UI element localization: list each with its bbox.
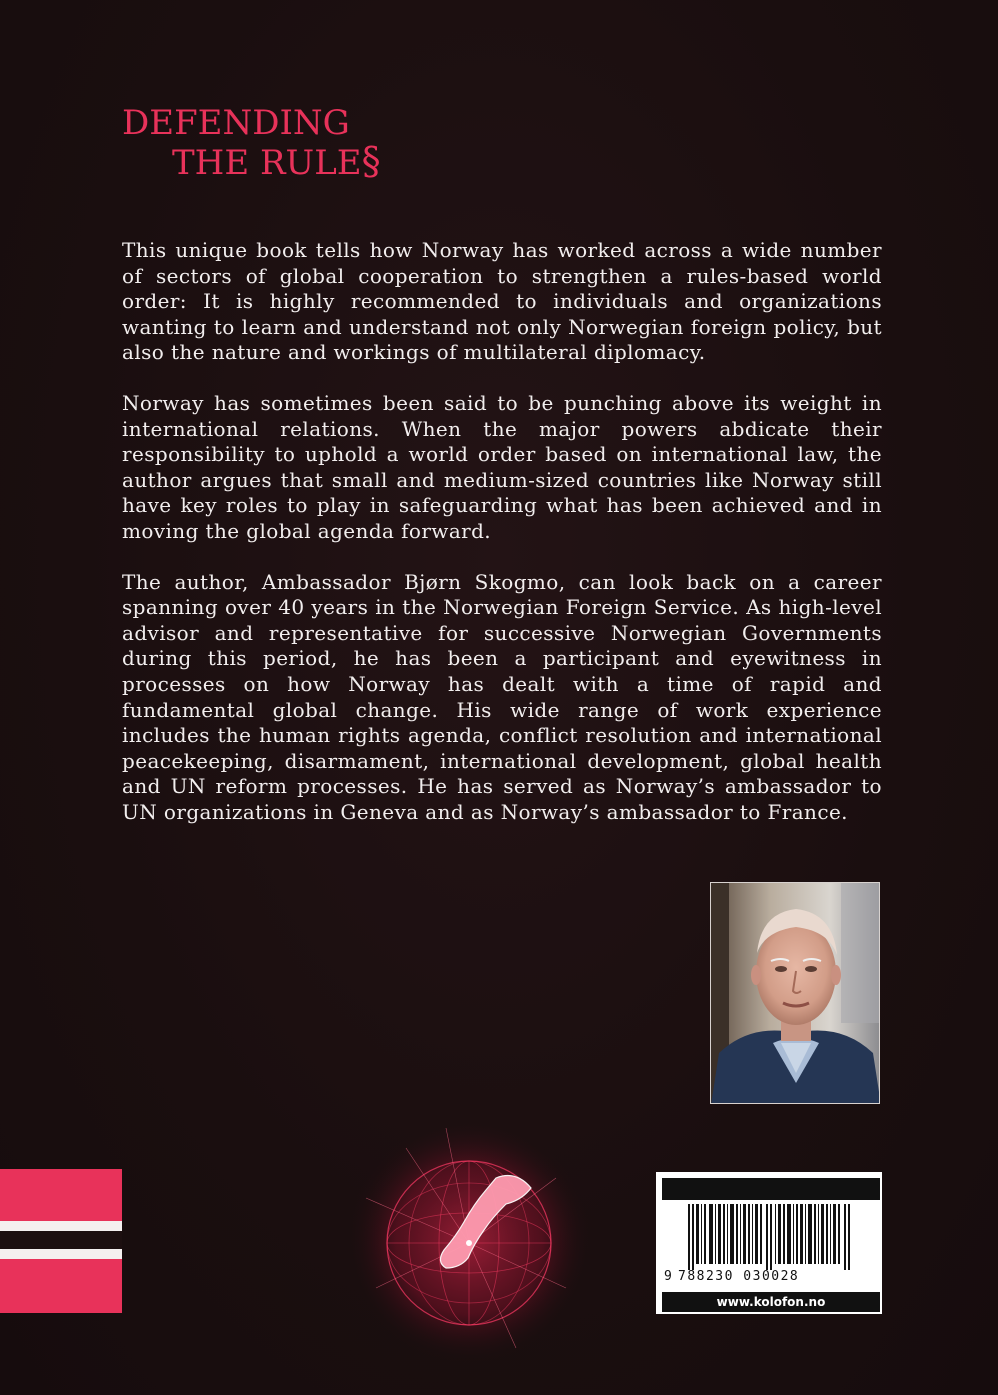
barcode-icon (662, 1204, 880, 1270)
isbn-prefix: 9 (664, 1269, 674, 1284)
author-portrait (711, 883, 880, 1104)
barcode-panel (656, 1172, 882, 1314)
network-globe-norway-icon (346, 1118, 592, 1364)
blurb (122, 238, 882, 850)
blurb-paragraph-1: This unique book tells how Norway has worked across a wide number of sectors of global cooperation to strengthen a rules-based world order: It is highly recommended to individuals and organizations wanting to learn and understand not only Norwegian foreign policy, but also the nature and workings of multilateral diplomacy. (122, 238, 882, 365)
isbn-digits: 788230 030028 (678, 1269, 800, 1284)
author-photo (710, 882, 880, 1104)
blurb-paragraph-3: The author, Ambassador Bjørn Skogmo, can look back on a career spanning over 40 years in the Norwegian Foreign Service. As high-level advisor and representative for successive Norwegian Governments during this period, he has been a participant and eyewitness in processes on how Norway has dealt with a time of rapid and fundamental global change. His wide range of work experience includes the human rights agenda, conflict resolution and international peacekeeping, disarmament, international development, global health and UN reform processes. He has served as Norway’s ambassador to UN organizations in Geneva and as Norway’s ambassador to France. (122, 569, 882, 824)
section-mark-icon: § (361, 139, 381, 183)
blurb-paragraph-2: Norway has sometimes been said to be punching above its weight in international relations. When the major powers abdicate their responsibility to uphold a world order based on international law, the author argues that small and medium-sized countries like Norway still have key roles to play in safeguarding what has been achieved and in moving the global agenda forward. (122, 390, 882, 543)
title-line-2-text: THE RULE (172, 143, 362, 183)
book-title (122, 104, 381, 182)
title-line-1: DEFENDING (122, 103, 350, 143)
flag-stripes-icon (0, 1169, 122, 1313)
isbn-number (664, 1269, 878, 1284)
barcode-header-bar (662, 1178, 880, 1200)
title-line-2 (122, 139, 381, 183)
publisher-website: www.kolofon.no (662, 1292, 880, 1312)
